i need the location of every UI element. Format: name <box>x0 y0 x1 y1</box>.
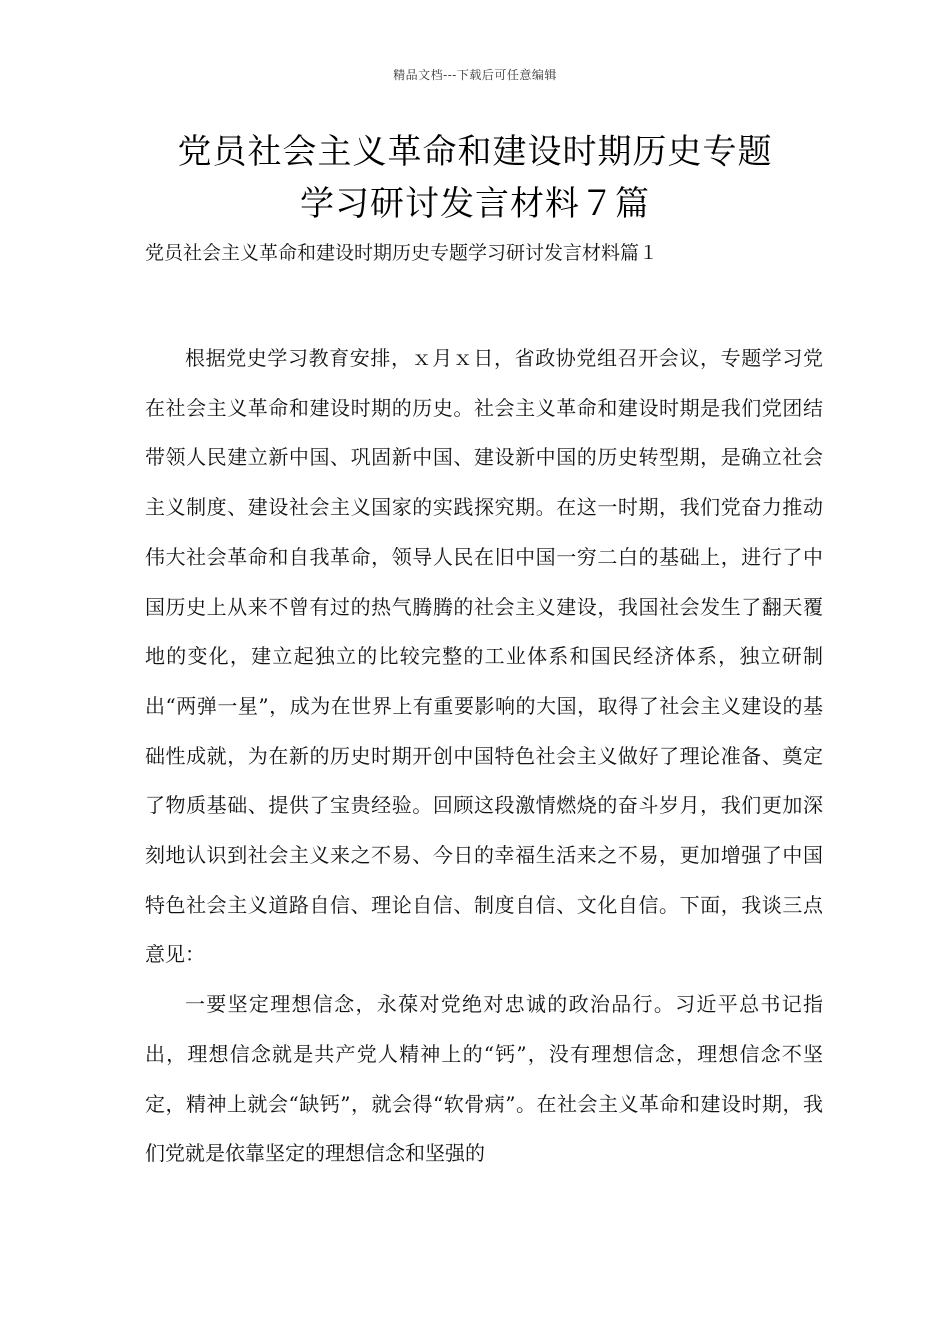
title-line-1: 党员社会主义革命和建设时期历史专题 <box>177 132 773 172</box>
body-text <box>145 334 823 1179</box>
title-line-2: 学习研讨发言材料７篇 <box>300 184 650 224</box>
header-note: 精品文档---下载后可任意编辑 <box>393 68 557 82</box>
paragraph-2: 一要坚定理想信念，永葆对党绝对忠诚的政治品行。习近平总书记指出，理想信念就是共产党人精神上的“钙”，没有理想信念，理想信念不坚定，精神上就会“缺钙”，就会得“软骨病”。在社会主义革命和建设时期，我们党就是依靠坚定的理想信念和坚强的 <box>145 992 823 1166</box>
paragraph-1: 根据党史学习教育安排，ｘ月ｘ日，省政协党组召开会议，专题学习党在社会主义革命和建设时期的历史。社会主义革命和建设时期是我们党团结带领人民建立新中国、巩固新中国、建设新中国的历史转型期，是确立社会主义制度、建设社会主义国家的实践探究期。在这一时期，我们党奋力推动伟大社会革命和自我革命，领导人民在旧中国一穷二白的基础上，进行了中国历史上从来不曾有过的热气腾腾的社会主义建设，我国社会发生了翻天覆地的变化，建立起独立的比较完整的工业体系和国民经济体系，独立研制出“两弹一星”，成为在世界上有重要影响的大国，取得了社会主义建设的基础性成就，为在新的历史时期开创中国特色社会主义做好了理论准备、奠定了物质基础、提供了宝贵经验。回顾这段激情燃烧的奋斗岁月，我们更加深刻地认识到社会主义来之不易、今日的幸福生活来之不易，更加增强了中国特色社会主义道路自信、理论自信、制度自信、文化自信。下面，我谈三点意见： <box>145 346 823 967</box>
document-title <box>100 126 850 230</box>
section-subtitle: 党员社会主义革命和建设时期历史专题学习研讨发言材料篇１ <box>145 242 659 264</box>
